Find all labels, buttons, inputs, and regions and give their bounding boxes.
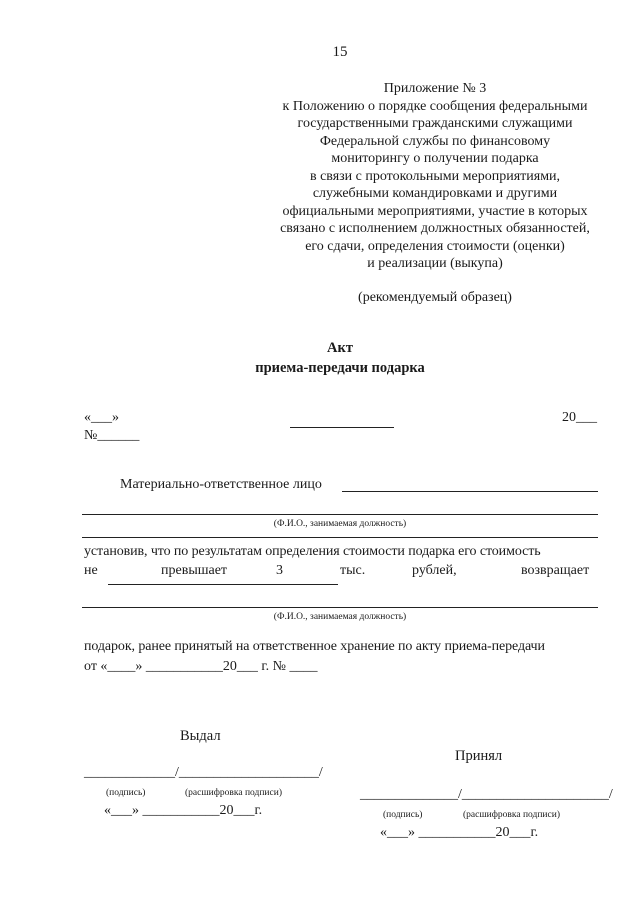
issued-decoding-caption: (расшифровка подписи)	[185, 788, 282, 798]
established-text: установив, что по результатам определения стоимости подарка его стоимость	[84, 544, 541, 559]
appendix-line: его сдачи, определения стоимости (оценки)	[305, 238, 565, 254]
issued-label: Выдал	[180, 728, 221, 744]
received-decoding-caption: (расшифровка подписи)	[463, 810, 560, 820]
issued-date: «___» ___________20___г.	[104, 803, 263, 818]
responsible-line	[342, 491, 598, 492]
word-three: 3	[276, 563, 283, 578]
caption-fio-2: (Ф.И.О., занимаемая должность)	[273, 612, 407, 622]
responsible-label: Материально-ответственное лицо	[120, 477, 322, 492]
year: 20___	[562, 410, 597, 425]
word-thousand: тыс.	[340, 563, 366, 578]
place-line	[290, 427, 394, 428]
returned-text: подарок, ранее принятый на ответственное хранение по акту приема-передачи	[84, 639, 545, 654]
received-label: Принял	[455, 748, 503, 764]
issued-signature-caption: (подпись)	[106, 788, 146, 798]
received-date: «___» ___________20___г.	[380, 825, 539, 840]
separator-line	[82, 537, 598, 538]
word-rubles: рублей,	[412, 563, 457, 578]
appendix-line: официальными мероприятиями, участие в которых	[282, 203, 588, 219]
act-subtitle: приема-передачи подарка	[255, 360, 425, 376]
act-number: №______	[84, 428, 140, 443]
word-exceeds: превышает	[161, 563, 228, 578]
appendix-line: мониторингу о получении подарка	[331, 151, 539, 166]
appendix-line: связано с исполнением должностных обязанностей,	[280, 221, 590, 236]
page-number: 15	[332, 44, 348, 60]
appendix-line: государственными гражданскими служащими	[297, 116, 573, 131]
received-signature-line: ______________/_____________________/	[360, 787, 613, 802]
word-returns: возвращает	[521, 563, 590, 578]
word-ne: не	[84, 563, 98, 578]
date-quote: «___»	[84, 410, 119, 425]
returned-date: от «____» ___________20___ г. № ____	[84, 659, 318, 674]
underline-value	[108, 584, 338, 585]
caption-fio-1: (Ф.И.О., занимаемая должность)	[273, 519, 407, 529]
appendix-line: и реализации (выкупа)	[367, 256, 503, 271]
appendix-line: служебными командировками и другими	[312, 186, 558, 201]
appendix-line: Федеральной службы по финансовому	[319, 133, 551, 149]
received-signature-caption: (подпись)	[383, 810, 423, 820]
sample-note: (рекомендуемый образец)	[358, 290, 512, 305]
act-title: Акт	[327, 340, 353, 356]
appendix-line: к Положению о порядке сообщения федеральными	[282, 98, 588, 114]
appendix-line: Приложение № 3	[383, 81, 487, 96]
appendix-header	[240, 80, 630, 273]
responsible-line-2	[82, 514, 598, 515]
issued-signature-line: _____________/____________________/	[84, 765, 323, 780]
appendix-line: в связи с протокольными мероприятиями,	[309, 168, 561, 184]
receiver-line	[82, 607, 598, 608]
